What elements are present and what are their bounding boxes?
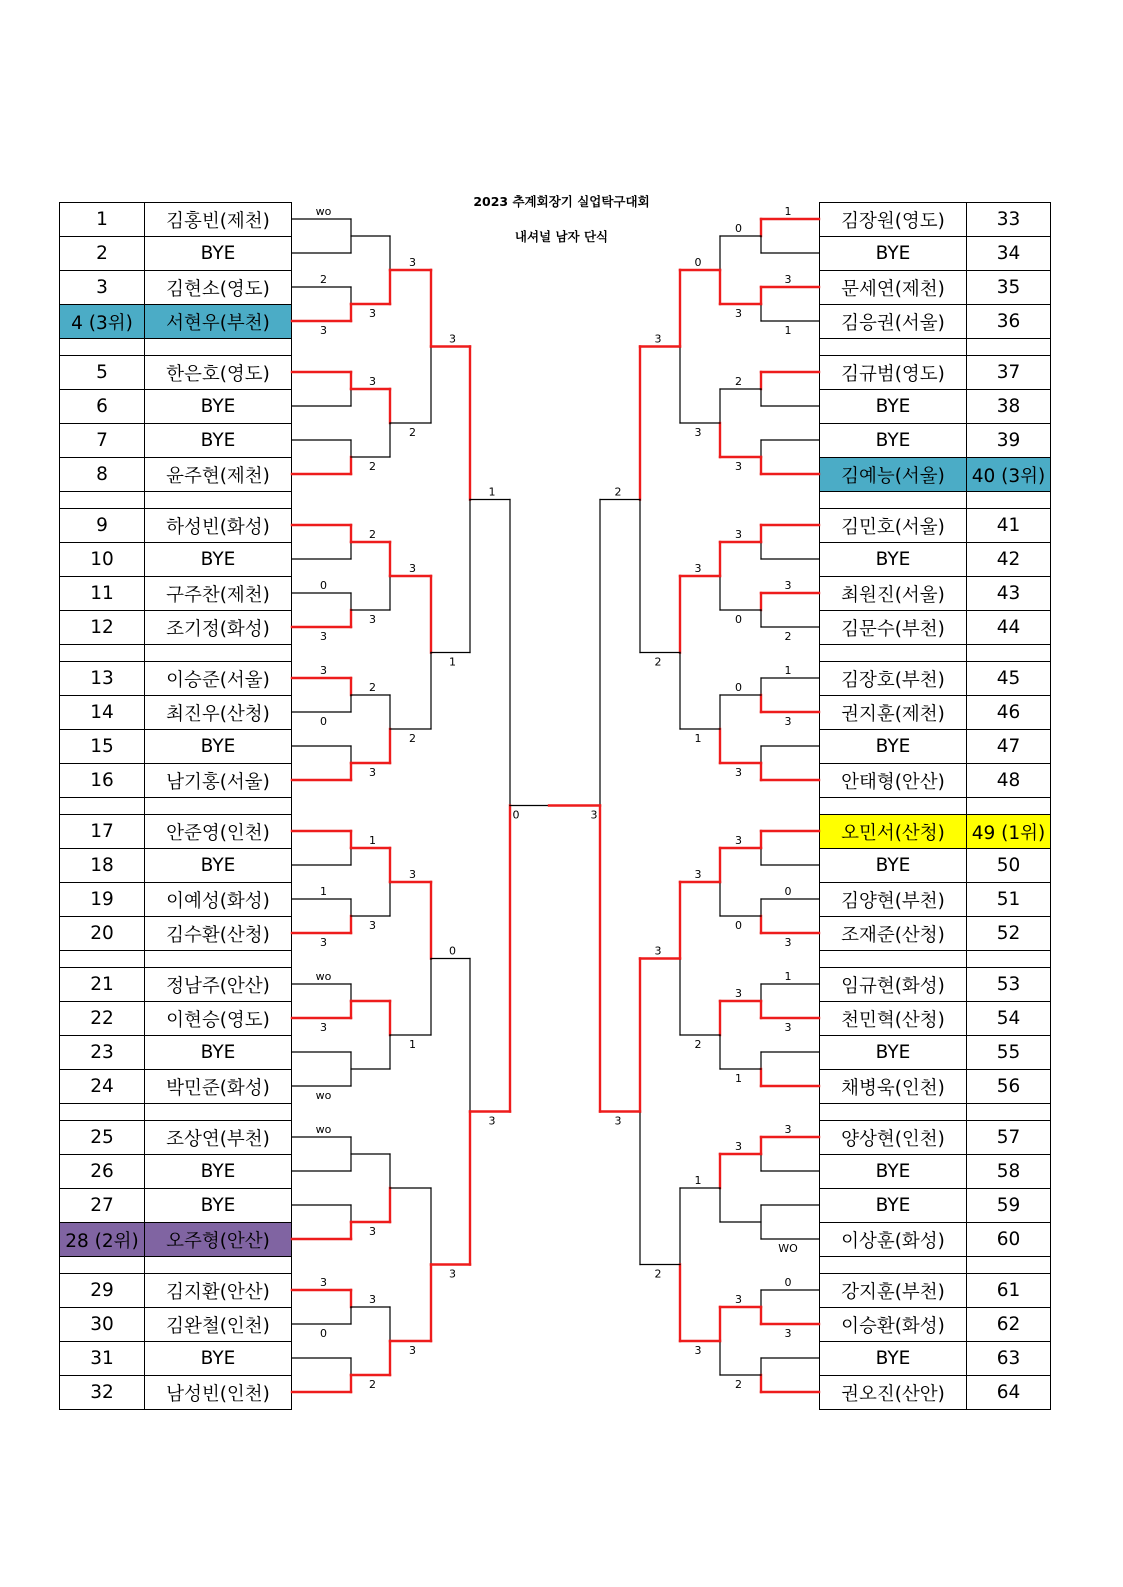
- seed-number: 30: [59, 1307, 145, 1342]
- seed-number: 41: [966, 508, 1051, 543]
- match-score: 0: [784, 885, 792, 898]
- player-name: 정남주(안산): [144, 967, 292, 1002]
- seed-number: 2: [59, 236, 145, 271]
- match-score: 3: [735, 307, 742, 320]
- player-name: BYE: [144, 1154, 292, 1189]
- player-name: BYE: [819, 389, 967, 424]
- player-name: BYE: [819, 236, 967, 271]
- player-name: 하성빈(화성): [144, 508, 292, 543]
- match-score: 3: [369, 919, 376, 932]
- match-score: 0: [320, 1327, 327, 1340]
- seed-number: 20: [59, 916, 145, 951]
- match-score: 0: [735, 919, 742, 932]
- player-name: BYE: [819, 1154, 967, 1189]
- match-score: 3: [735, 834, 742, 847]
- seed-number: 58: [966, 1154, 1051, 1189]
- seed-number: 48: [966, 763, 1051, 798]
- seed-number: 59: [966, 1188, 1051, 1223]
- seed-number: 6: [59, 389, 145, 424]
- seed-number: 31: [59, 1341, 145, 1376]
- match-score: 3: [784, 936, 792, 949]
- final-score: 3: [590, 808, 598, 822]
- match-score: 2: [369, 528, 376, 541]
- player-name: 구주찬(제천): [144, 576, 292, 611]
- match-score: 3: [784, 715, 792, 728]
- player-name: BYE: [144, 423, 292, 458]
- match-score: 3: [694, 1344, 702, 1357]
- player-name: BYE: [144, 1188, 292, 1223]
- match-score: WO: [778, 1242, 798, 1255]
- player-name: BYE: [819, 729, 967, 764]
- player-name: BYE: [144, 236, 292, 271]
- seed-number: 61: [966, 1273, 1051, 1308]
- player-name: 남성빈(인천): [144, 1375, 292, 1410]
- player-name: 한은호(영도): [144, 355, 292, 390]
- match-score: 2: [320, 273, 327, 286]
- match-score: 3: [735, 460, 742, 473]
- match-score: wo: [315, 970, 332, 983]
- seed-number: 42: [966, 542, 1051, 577]
- match-score: 3: [320, 630, 327, 643]
- player-name: 남기홍(서울): [144, 763, 292, 798]
- match-score: 2: [369, 1378, 376, 1391]
- match-score: 0: [320, 715, 327, 728]
- seed-number: 44: [966, 610, 1051, 645]
- match-score: 1: [694, 1174, 702, 1187]
- seed-number: 57: [966, 1120, 1051, 1155]
- player-name: BYE: [144, 542, 292, 577]
- match-score: 2: [735, 1378, 742, 1391]
- seed-number: 25: [59, 1120, 145, 1155]
- player-name: 서현우(부천): [144, 304, 292, 339]
- player-name: 이상훈(화성): [819, 1222, 967, 1257]
- player-name: 오민서(산청): [819, 814, 967, 849]
- player-name: BYE: [819, 542, 967, 577]
- seed-number: 29: [59, 1273, 145, 1308]
- player-name: BYE: [144, 848, 292, 883]
- match-score: 2: [654, 1267, 662, 1281]
- match-score: 3: [369, 307, 376, 320]
- seed-number: 27: [59, 1188, 145, 1223]
- seed-number: 33: [966, 202, 1051, 237]
- seed-number: 35: [966, 270, 1051, 305]
- seed-number: 13: [59, 661, 145, 696]
- seed-number: 26: [59, 1154, 145, 1189]
- player-name: BYE: [819, 423, 967, 458]
- match-score: 3: [449, 1267, 456, 1281]
- seed-number: 10: [59, 542, 145, 577]
- match-score: 1: [320, 885, 327, 898]
- seed-number: 12: [59, 610, 145, 645]
- seed-number: 54: [966, 1001, 1051, 1036]
- match-score: 3: [449, 332, 456, 346]
- player-name: 김수환(산청): [144, 916, 292, 951]
- match-score: 3: [735, 528, 742, 541]
- match-score: 1: [784, 664, 792, 677]
- match-score: wo: [315, 1089, 332, 1102]
- player-name: 김완철(인천): [144, 1307, 292, 1342]
- player-name: 조상연(부천): [144, 1120, 292, 1155]
- seed-number: 9: [59, 508, 145, 543]
- player-name: 김문수(부천): [819, 610, 967, 645]
- player-name: 김홍빈(제천): [144, 202, 292, 237]
- match-score: wo: [315, 205, 332, 218]
- player-name: BYE: [144, 729, 292, 764]
- player-name: 양상현(인천): [819, 1120, 967, 1155]
- player-name: BYE: [144, 1035, 292, 1070]
- page-title: 2023 추계회장기 실업탁구대회: [473, 194, 650, 209]
- player-name: 최진우(산청): [144, 695, 292, 730]
- seed-number: 23: [59, 1035, 145, 1070]
- match-score: 3: [694, 426, 702, 439]
- player-name: BYE: [144, 389, 292, 424]
- match-score: 2: [369, 681, 376, 694]
- match-score: 3: [369, 613, 376, 626]
- player-name: 김장원(영도): [819, 202, 967, 237]
- player-name: 오주형(안산): [144, 1222, 292, 1257]
- seed-number: 28 (2위): [59, 1222, 145, 1257]
- player-name: 김양현(부천): [819, 882, 967, 917]
- seed-number: 5: [59, 355, 145, 390]
- match-score: 3: [369, 766, 376, 779]
- player-name: BYE: [819, 1188, 967, 1223]
- seed-number: 7: [59, 423, 145, 458]
- match-score: 2: [784, 630, 792, 643]
- player-name: BYE: [144, 1341, 292, 1376]
- match-score: 3: [694, 868, 702, 881]
- match-score: 3: [735, 1140, 742, 1153]
- seed-number: 19: [59, 882, 145, 917]
- player-name: 박민준(화성): [144, 1069, 292, 1104]
- match-score: 1: [784, 970, 792, 983]
- seed-number: 56: [966, 1069, 1051, 1104]
- match-score: 3: [654, 944, 662, 958]
- seed-number: 34: [966, 236, 1051, 271]
- seed-number: 21: [59, 967, 145, 1002]
- match-score: 1: [369, 834, 376, 847]
- match-score: 0: [735, 681, 742, 694]
- seed-number: 53: [966, 967, 1051, 1002]
- match-score: 3: [409, 562, 416, 575]
- match-score: 3: [784, 1327, 792, 1340]
- seed-number: 37: [966, 355, 1051, 390]
- seed-number: 63: [966, 1341, 1051, 1376]
- final-score: 0: [512, 808, 520, 822]
- match-score: 1: [488, 485, 496, 499]
- player-name: BYE: [819, 1035, 967, 1070]
- match-score: 0: [694, 256, 702, 269]
- match-score: 3: [320, 324, 327, 337]
- match-score: 3: [694, 562, 702, 575]
- player-name: 채병욱(인천): [819, 1069, 967, 1104]
- player-name: 이승환(화성): [819, 1307, 967, 1342]
- player-name: BYE: [819, 1341, 967, 1376]
- player-name: 천민혁(산청): [819, 1001, 967, 1036]
- match-score: 2: [654, 655, 662, 669]
- seed-number: 45: [966, 661, 1051, 696]
- match-score: 3: [409, 256, 416, 269]
- seed-number: 50: [966, 848, 1051, 883]
- match-score: 2: [614, 485, 622, 499]
- match-score: 0: [449, 944, 456, 958]
- player-name: 문세연(제천): [819, 270, 967, 305]
- seed-number: 1: [59, 202, 145, 237]
- match-score: 3: [320, 936, 327, 949]
- player-name: 이승준(서울): [144, 661, 292, 696]
- match-score: 2: [735, 375, 742, 388]
- seed-number: 32: [59, 1375, 145, 1410]
- match-score: 3: [369, 375, 376, 388]
- seed-number: 8: [59, 457, 145, 492]
- seed-number: 62: [966, 1307, 1051, 1342]
- seed-number: 60: [966, 1222, 1051, 1257]
- player-name: 권오진(산안): [819, 1375, 967, 1410]
- match-score: 3: [784, 1123, 792, 1136]
- player-name: BYE: [819, 848, 967, 883]
- match-score: 3: [784, 1021, 792, 1034]
- match-score: 3: [409, 868, 416, 881]
- match-score: 0: [320, 579, 327, 592]
- player-name: 김현소(영도): [144, 270, 292, 305]
- seed-number: 14: [59, 695, 145, 730]
- seed-number: 40 (3위): [966, 457, 1051, 492]
- match-score: 3: [409, 1344, 416, 1357]
- seed-number: 46: [966, 695, 1051, 730]
- player-name: 권지훈(제천): [819, 695, 967, 730]
- match-score: 1: [784, 205, 792, 218]
- match-score: 3: [369, 1225, 376, 1238]
- player-name: 이예성(화성): [144, 882, 292, 917]
- match-score: 3: [320, 664, 327, 677]
- match-score: 2: [694, 1038, 702, 1051]
- match-score: 3: [654, 332, 662, 346]
- page-subtitle: 내셔널 남자 단식: [514, 229, 609, 244]
- seed-number: 17: [59, 814, 145, 849]
- seed-number: 64: [966, 1375, 1051, 1410]
- player-name: 김지환(안산): [144, 1273, 292, 1308]
- seed-number: 3: [59, 270, 145, 305]
- match-score: 3: [735, 1293, 742, 1306]
- player-name: 김예능(서울): [819, 457, 967, 492]
- match-score: 1: [409, 1038, 416, 1051]
- match-score: 3: [614, 1114, 622, 1128]
- seed-number: 4 (3위): [59, 304, 145, 339]
- player-name: 윤주현(제천): [144, 457, 292, 492]
- seed-number: 15: [59, 729, 145, 764]
- seed-number: 36: [966, 304, 1051, 339]
- match-score: 0: [784, 1276, 792, 1289]
- seed-number: 18: [59, 848, 145, 883]
- seed-number: 22: [59, 1001, 145, 1036]
- match-score: 3: [488, 1114, 496, 1128]
- match-score: 3: [320, 1021, 327, 1034]
- seed-number: 38: [966, 389, 1051, 424]
- match-score: 3: [784, 273, 792, 286]
- match-score: 1: [694, 732, 702, 745]
- seed-number: 16: [59, 763, 145, 798]
- player-name: 임규현(화성): [819, 967, 967, 1002]
- seed-number: 24: [59, 1069, 145, 1104]
- seed-number: 43: [966, 576, 1051, 611]
- player-name: 이현승(영도): [144, 1001, 292, 1036]
- seed-number: 51: [966, 882, 1051, 917]
- match-score: 2: [409, 732, 416, 745]
- player-name: 김민호(서울): [819, 508, 967, 543]
- match-score: 0: [735, 613, 742, 626]
- match-score: 2: [369, 460, 376, 473]
- match-score: 3: [735, 766, 742, 779]
- seed-number: 55: [966, 1035, 1051, 1070]
- player-name: 조재준(산청): [819, 916, 967, 951]
- match-score: 2: [409, 426, 416, 439]
- match-score: 1: [735, 1072, 742, 1085]
- seed-number: 52: [966, 916, 1051, 951]
- player-name: 김응권(서울): [819, 304, 967, 339]
- seed-number: 11: [59, 576, 145, 611]
- player-name: 조기정(화성): [144, 610, 292, 645]
- match-score: 1: [449, 655, 456, 669]
- seed-number: 47: [966, 729, 1051, 764]
- match-score: 3: [784, 579, 792, 592]
- match-score: 1: [784, 324, 792, 337]
- match-score: wo: [315, 1123, 332, 1136]
- match-score: 3: [320, 1276, 327, 1289]
- player-name: 강지훈(부천): [819, 1273, 967, 1308]
- player-name: 최원진(서울): [819, 576, 967, 611]
- player-name: 안준영(인천): [144, 814, 292, 849]
- player-name: 김장호(부천): [819, 661, 967, 696]
- seed-number: 39: [966, 423, 1051, 458]
- player-name: 안태형(안산): [819, 763, 967, 798]
- match-score: 0: [735, 222, 742, 235]
- player-name: 김규범(영도): [819, 355, 967, 390]
- match-score: 3: [369, 1293, 376, 1306]
- seed-number: 49 (1위): [966, 814, 1051, 849]
- match-score: 3: [735, 987, 742, 1000]
